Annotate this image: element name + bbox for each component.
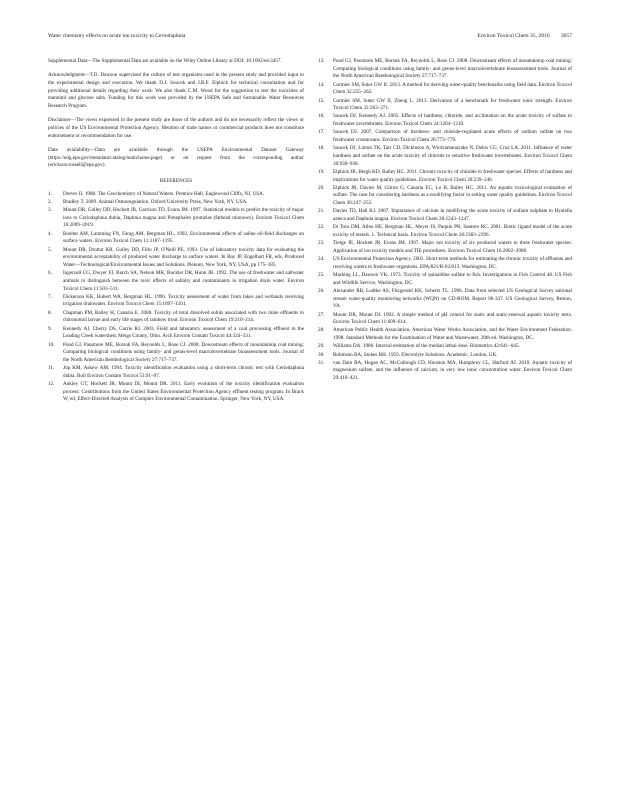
reference-number: 14. [318,81,325,88]
reference-item [48,270,304,293]
reference-item [318,343,572,351]
reference-text: Kennedy AJ, Cherry DS, Currie RJ. 2003. Field and laboratory assessment of a coal processing effluent in the Leading Creek watershed, Meigs County, Ohio. Arch Environ Contam Toxicol 44:324–331. [63,325,304,340]
reference-number: 10. [48,341,55,348]
reference-number: 13. [318,58,325,64]
page-number: 3057 [560,33,572,39]
reference-number: 18. [318,145,325,152]
reference-item [318,352,572,360]
reference-text: Soucek DJ, Linton TK, Tarr CD, Dickinson A, Wickramanayake N, Delos CG, Cruz LA. 2011. Influence of water hardness and sulfate on the acute toxicity of chloride to sensitive freshwater invertebrates. Environ Toxicol Chem 30:930–938. [333,145,572,167]
reference-text: Davies TD, Hall KJ. 2007. Importance of calcium in modifying the acute toxicity of sodium sulphate to Hyalella azteca and Daphnia magna. Environ Toxicol Chem 26:1243–1247. [333,208,572,223]
reference-text: Drever JI. 1988. The Geochemistry of Natural Waters. Prentice Hall, Englewood Cliffs, NJ, USA. [63,190,265,197]
reference-item [318,256,572,271]
reference-text: US Environmental Protection Agency. 2002. Short-term methods for estimating the chronic toxicity of effluents and receiving waters to freshwater organisms. EPA/821/R-02/013. Washington, DC. [333,256,572,270]
reference-item [318,327,572,342]
reference-number: 12. [48,381,55,388]
reference-number: 21. [318,208,325,215]
reference-number: 16. [318,113,325,120]
reference-text: Elphick JR, Bergh KD, Bailey HC. 2011. Chronic toxicity of chloride to freshwater species: Effects of hardness and implications for water quality guidelines. Environ Toxicol Chem 30:239–246. [333,168,572,183]
reference-text: Cormier SM, Suter GW II, Zheng L. 2013. Derivation of a benchmark for freshwater ionic strength. Environ Toxicol Chem 32:263–271. [333,97,572,112]
reference-text: Robinson RA, Stokes RH. 1959. Electrolyte Solutions. Academic, London, UK. [333,351,498,358]
reference-item [318,272,572,287]
reference-number: 7. [48,293,52,300]
reference-item [318,58,572,81]
reference-text: Jop KM, Askew AM. 1994. Toxicity identification evaluation using a short-term chronic test with Ceriodaphnia dubia. Bull Environ Contam Toxicol 53:91–97. [63,365,304,379]
reference-item [318,185,572,208]
running-header [48,33,572,41]
reference-text: Alexander RB, Ludtke AS, Fitzgerald KK, Schertz TL. 1996. Data from selected US Geological Survey national stream water-quality monitoring networks (WQN) on CD-ROM. Report 96-337. US Geological Survey, Reston, VA. [333,287,572,310]
reference-item [318,288,572,311]
reference-text: Williams DA. 1986. Interval estimation of the median lethal dose. Biometrics 42:641–645. [333,343,520,350]
journal-citation [478,33,572,39]
reference-text: Chapman PM, Bailey H, Canaria E. 2000. Toxicity of total dissolved solids associated with two mine effluents to chironomid larvae and early life stages of rainbow trout. Environ Toxicol Chem 19:210–214. [63,309,304,324]
acknowledgment: Acknowledgment—T.D. Dawson supervised the culture of test organisms used in the present study and provided input to the experimental design and execution. We thank D.J. Soucek and J.B.F. Elphick for technical consultation and for providing additional details regarding their work. We also thank C.M. Wood for the suggestion to test the toxicities of mannitol and glucose salts. Funding for this work was provided by the USEPA Safe and Sustainable Water Resources Research Program. [48,72,304,110]
reference-item [318,98,572,113]
reference-item [48,310,304,325]
reference-text: Ankley GT, Hockett JR, Mount DI, Mount DR. 2011. Early evolution of the toxicity identification evaluation process: Contributions from the United States Environmental Protection Agency effluent testing program. In Brack W, ed, Effect-Directed Analysis of Complex Environmental Contamination. Springer, New York, NY, USA. [63,381,304,403]
reference-number: 4. [48,230,52,237]
reference-number: 6. [48,270,52,277]
reference-text: Soucek DJ, Kennedy AJ. 2005. Effects of hardness, chloride, and acclimation on the acute toxicity of sulfate to freshwater invertebrates. Environ Toxicol Chem 24:1204–1210. [333,113,572,128]
reference-item [48,247,304,270]
reference-item [318,113,572,128]
right-column [318,58,572,383]
reference-number: 20. [318,184,325,191]
reference-text: Mount DR, Drottar KR, Gulley DD, Fillo JP, O'Neill PE. 1993. Use of laboratory toxicity data for evaluating the environmental acceptability of produced water discharge to surface waters. In Ray JP, Engelhart FR, eds, Produced Water—Technological/Environmental Issues and Solutions. Plenum, New York, NY, USA, pp 175–185. [63,246,304,268]
data-availability [48,147,304,170]
reference-text: American Public Health Association, American Water Works Association, and the Water Environment Federation. 1998. Standard Methods for the Examination of Water and Wastewater, 20th ed. Washington, DC. [333,327,572,342]
running-title: Water chemistry effects on acute ion toxicity to Ceriodaphnia [48,33,186,39]
reference-number: 30. [318,351,325,358]
reference-number: 3. [48,207,52,214]
reference-number: 31. [318,359,325,366]
reference-item [318,169,572,184]
reference-item [48,207,304,230]
reference-number: 25. [318,271,325,278]
reference-item [48,381,304,404]
reference-number: 23. [318,240,325,247]
reference-number: 28. [318,327,325,334]
reference-list-right [318,58,572,383]
reference-number: 29. [318,343,325,350]
reference-text: Marking LL, Dawson VK. 1973. Toxicity of quinaldine sulfate to fish. Investigations in Fish Control 48. US Fish and Wildlife Service, Washington, DC. [333,271,572,286]
reference-text: van Dam RA, Hogan AC, McCullough CD, Houston MA, Humphrey CL, Harford AJ. 2010. Aquatic toxicity of magnesium sulfate, and the influence of calcium, in very low ionic concentration water. Environ Toxicol Chem 29:410–421. [333,359,572,382]
reference-text: Ingersoll CG, Dwyer FJ, Burch SA, Nelson MK, Buckler DR, Hunn JB. 1992. The use of freshwater and saltwater animals to distinguish between the toxic effects of salinity and contaminants in irrigation drain water. Environ Toxicol Chem 11:503–511. [63,270,304,292]
reference-item [318,224,572,239]
reference-number: 15. [318,97,325,104]
reference-number: 2. [48,198,52,205]
reference-number: 9. [48,325,52,332]
reference-item [318,129,572,144]
data-availability-tail: or on request from the corresponding author (erickson.russell@epa.gov). [48,154,304,169]
reference-number: 24. [318,256,325,263]
reference-item [318,312,572,327]
reference-number: 11. [48,365,55,372]
reference-list-left [48,191,304,404]
reference-item [48,365,304,380]
reference-number: 22. [318,224,325,231]
dataset-gateway-link[interactable]: (https://edg.epa.gov/metadata/catalog/main/home.page) [48,154,163,161]
reference-text: Soucek DJ. 2007. Comparison of hardness- and chloride-regulated acute effects of sodium sulfate on two freshwater crustaceans. Environ Toxicol Chem 26:773–779. [333,129,572,144]
reference-item [48,342,304,365]
disclaimer: Disclaimer—The views expressed in the present study are those of the authors and do not necessarily reflect the views or policies of the US Environmental Protection Agency. Mention of trade names or commercial products does not constitute endorsement or recommendation for use. [48,117,304,139]
reference-item [318,208,572,223]
reference-number: 8. [48,309,52,316]
reference-number: 19. [318,168,325,175]
reference-text: Bradley T. 2009. Animal Osmoregulation. Oxford University Press, New York, NY, USA. [63,198,248,205]
reference-number: 1. [48,190,52,197]
reference-text: Pond GJ, Passmore ME, Borsuk FA, Reynolds L, Rose CJ. 2008. Downstream effects of mountaintop coal mining: Comparing biological conditions using family- and genus-level macroinvertebrate bioassessment tools. Journal of the North American Benthological Society 27:717–737. [63,341,304,363]
references-heading: REFERENCES [159,177,193,184]
reference-number: 26. [318,287,325,294]
reference-text: Tietge JE, Hockett JR, Evans JM. 1997. Major ion toxicity of six produced waters to three freshwater species: Application of ion toxicity models and TIE procedures. Environ Toxicol Chem 16:2002–2008. [333,240,572,254]
reference-text: Elphick JR, Davies M, Gilron G, Canaria EC, Lo B, Bailey HC. 2011. An aquatic toxicological evaluation of sulfate: The case for considering hardness as a modifying factor in setting water quality guidelines. Environ Toxicol Chem 30:247–253. [333,184,572,207]
reference-item [48,294,304,309]
data-availability-text: Data availability—Data are available through the USEPA Environmental Dataset Gateway [48,146,304,153]
reference-number: 17. [318,129,325,136]
left-column [48,58,304,405]
reference-item [48,199,304,207]
reference-item [48,191,304,199]
journal-name: Environ Toxicol Chem 35, 2016 [477,33,550,39]
reference-text: Mount DR, Gulley DD, Hockett JR, Garrison TD, Evans JM. 1997. Statistical models to predict the toxicity of major ions to Ceriodaphnia dubia, Daphnia magna and Pimephales promelas (fathead minnows). Environ Toxicol Chem 16:2009–2019. [63,207,304,229]
reference-item [48,326,304,341]
reference-number: 5. [48,246,52,253]
reference-text: Pond GJ, Passmore ME, Borsuk FA, Reynolds L, Rose CJ. 2008. Downstream effects of mountaintop coal mining: Comparing biological conditions using family- and genus-level macroinvertebrate bioassessment tools. Journal of the North American Benthological Society 27:717–737. [333,58,572,80]
reference-text: Cormier SM, Suter GW II. 2013. A method for deriving water-quality benchmarks using field data. Environ Toxicol Chem 32:255–262. [333,81,572,96]
reference-item [318,360,572,383]
reference-text: Boelter AM, Lamming FN, Farag AM, Bergman HL. 1992. Environmental effects of saline oil-field discharges on surface waters. Environ Toxicol Chem 11:1187–1195. [63,230,304,245]
reference-item [318,240,572,255]
reference-item [318,82,572,97]
reference-text: Di Toro DM, Allen HE, Bergman HL, Meyer JS, Paquin PR, Santore RC. 2001. Biotic ligand model of the acute toxicity of metals. 1. Technical basis. Environ Toxicol Chem 20:2383–2396. [333,224,572,238]
supplemental-data: Supplemental Data—The Supplemental Data are available on the Wiley Online Library at DOI: 10.1002/etc3457. [48,58,282,64]
reference-text: Dickerson KK, Hubert WA, Bergman HL. 1996. Toxicity assessment of water from lakes and wetlands receiving irrigation drainwater. Environ Toxicol Chem 15:1097–1101. [63,293,304,308]
reference-number: 27. [318,311,325,318]
reference-text: Mount DR, Mount DI. 1992. A simple method of pH control for static and static-renewal aquatic toxicity tests. Environ Toxicol Chem 11:609–614. [333,311,572,326]
reference-item [48,231,304,246]
reference-item [318,145,572,168]
